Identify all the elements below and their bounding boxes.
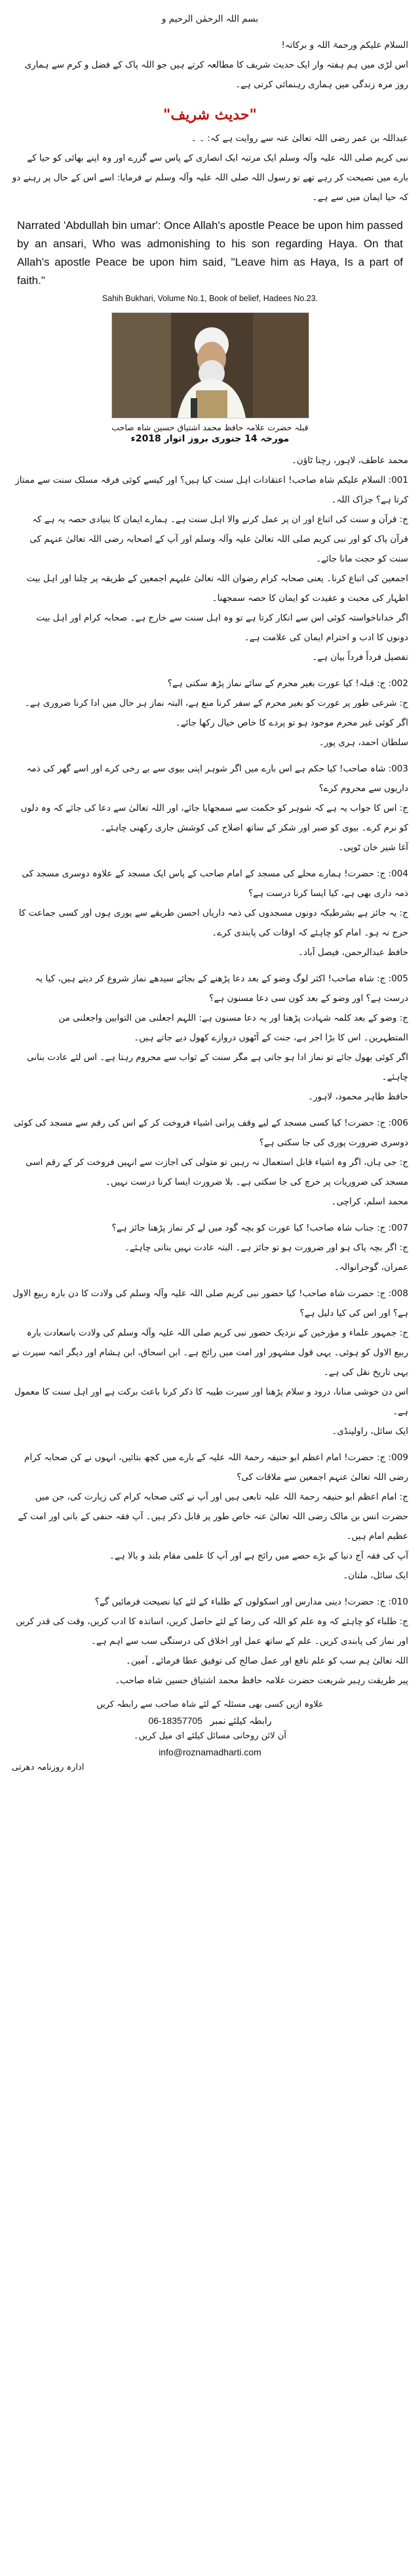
qa-section-2 <box>0 674 420 752</box>
qa-line: تفصیل فرداً فرداً بیان ہے۔ <box>312 652 408 663</box>
qa-section-3 <box>0 759 420 857</box>
qa-line: ج: جی ہاں، اگر وہ اشیاء قابل استعمال نہ رہیں تو متولی کی اجازت سے انہیں فروخت کر کے رقم اسی مسجد کی ضروریات پر خرچ کی جا سکتی ہے۔ بلا ضرورت ایسا کرنا درست نہیں۔ <box>26 1157 408 1187</box>
qa-line: 007: ج: جناب شاہ صاحب! کیا عورت کو بچہ گود میں لے کر نماز پڑھنا جائز ہے؟ <box>111 1223 408 1233</box>
qa-line: اگر کوئی بھول جائے تو نماز ادا ہو جاتی ہے مگر سنت کے ثواب سے محروم رہتا ہے۔ اس لئے عادت بنانی چاہئے۔ <box>27 1052 408 1082</box>
publisher-name: ادارہ روزنامہ دھرتی <box>12 1763 85 1772</box>
bismillah: بسم اللہ الرحمٰن الرحیم و <box>161 14 259 24</box>
qa-line: ج: شرعی طور پر عورت کو بغیر محرم کے سفر کرنا منع ہے، البتہ نماز ہر حال میں ادا کرنا ضروری ہے۔ اگر کوئی غیر محرم موجود ہو تو پردے کا خاص خیال رکھا جائے۔ <box>24 698 408 728</box>
speaker-portrait-image <box>112 313 309 418</box>
qa-line: آغا شیر خان ٹوپی۔ <box>338 842 408 853</box>
phone-number[interactable]: 06-18357705 <box>148 1715 202 1726</box>
qa-line: 005: ج: شاہ صاحب! اکثر لوگ وضو کے بعد دعا پڑھنے کے بجائے سیدھے نماز شروع کر دیتے ہیں، کیا یہ درست ہے؟ اور وضو کے بعد کون سی دعا مسنون ہے؟ <box>35 973 408 1004</box>
date-line: مورخہ 14 جنوری بروز اتوار 2018ء <box>130 434 290 444</box>
qa-section-5 <box>0 969 420 1107</box>
qa-line: اللہ تعالیٰ ہم سب کو علم نافع اور عمل صالح کی توفیق عطا فرمائے۔ آمین۔ <box>126 1656 408 1666</box>
hadith-english: Narrated 'Abdullah bin umar': Once Allah's apostle Peace be upon him passed by an ansari, Who was admonishing to his son regarding Haya. On that Allah's apostle Peace be upon him said, "Leave him as Haya, Is a part of faith." <box>17 219 403 287</box>
qa-line: 010: ج: حضرت! دینی مدارس اور اسکولوں کے طلباء کے لئے کیا نصیحت فرمائیں گے؟ <box>94 1597 408 1607</box>
qa-section-7 <box>0 1218 420 1277</box>
qa-line: ج: امام اعظم ابو حنیفہ رحمۃ اللہ علیہ تابعی ہیں اور آپ نے کئی صحابہ کرام کی زیارت کی، جن میں حضرت انس بن مالک رضی اللہ تعالیٰ عنہ خاص طور پر قابل ذکر ہیں۔ آپ فقہ حنفی کے بانی اور امت کے عظیم امام ہیں۔ <box>18 1492 408 1542</box>
hadith-urdu-line: نبی کریم صلی اللہ علیہ وآلہ وسلم ایک مرتبہ ایک انصاری کے پاس سے گزرے اور وہ اپنے بھائی کو حیا کے <box>27 153 408 163</box>
qa-line: محمد عاطف، لاہور، رچنا ٹاؤن۔ <box>292 455 408 466</box>
qa-line: عمران، گوجرانوالہ۔ <box>334 1262 408 1273</box>
qa-section-6 <box>0 1113 420 1212</box>
qa-line: ایک سائل، راولپنڈی۔ <box>332 1426 408 1437</box>
intro-paragraph: اس لڑی میں ہم ہفتہ وار ایک حدیث شریف کا مطالعہ کرتے ہیں جو اللہ پاک کے فضل و کرم سے ہماری روز مرہ زندگی میں ہماری رہنمائی کرتی ہے۔ <box>24 60 408 90</box>
qa-line: 006: ج: حضرت! کیا کسی مسجد کے لیے وقف پرانی اشیاء فروخت کر کے اس کی رقم سے مسجد کی کوئی دوسری ضرورت پوری کی جا سکتی ہے؟ <box>14 1118 408 1148</box>
qa-line: اگر خداناخواستہ کوئی اس سے انکار کرتا ہے تو وہ اہل سنت سے خارج ہے۔ صحابہ کرام اور اہل بیت دونوں کا ادب و احترام ایمان کی علامت ہے۔ <box>36 613 408 643</box>
email-link[interactable]: info@roznamadharti.com <box>159 1747 261 1757</box>
qa-line: سلطان احمد، ہری پور۔ <box>318 737 408 748</box>
qa-line: اس دن خوشی منانا، درود و سلام پڑھنا اور سیرت طیبہ کا ذکر کرنا باعث برکت ہے اور اہل سنت کا معمول ہے۔ <box>14 1387 408 1417</box>
qa-line: ایک سائل، ملتان۔ <box>343 1570 408 1581</box>
qa-line: ج: طلباء کو چاہئے کہ وہ علم کو اللہ کی رضا کے لئے حاصل کریں، اساتذہ کا ادب کریں، وقت کی قدر کریں اور نماز کی پابندی کریں۔ علم کے ساتھ عمل اور اخلاق کی درستگی سب سے اہم ہے۔ <box>16 1616 408 1646</box>
qa-line: 009: ج: حضرت! امام اعظم ابو حنیفہ رحمۃ اللہ علیہ کے بارے میں کچھ بتائیں، انہوں نے کن صحابہ کرام رضی اللہ تعالیٰ عنہم اجمعین سے ملاقات کی؟ <box>24 1452 408 1482</box>
qa-line: ج: جمہور علماء و مؤرخین کے نزدیک حضور نبی کریم صلی اللہ علیہ وآلہ وسلم کی ولادت باسعادت بارہ ربیع الاول کو ہوئی۔ یہی قول مشہور اور امت میں رائج ہے۔ ابن اسحاق، ابن ہشام اور دیگر ائمہ سیرت نے یہی تاریخ نقل کی ہے۔ <box>12 1328 408 1378</box>
qa-section-4 <box>0 864 420 962</box>
qa-line: ج: وضو کے بعد کلمہ شہادت پڑھنا اور یہ دعا مسنون ہے: اللہم اجعلنی من التوابین واجعلنی من المتطہرین۔ اس کا بڑا اجر ہے، جنت کے آٹھوں دروازے کھول دیے جاتے ہیں۔ <box>58 1013 408 1043</box>
qa-section-10 <box>0 1592 420 1690</box>
photo-caption: قبلہ حضرت علامہ حافظ محمد اشتیاق حسین شاہ صاحب <box>111 422 309 432</box>
hadith-urdu-line: بارے میں نصیحت کر رہے تھے تو رسول اللہ صلی اللہ علیہ وآلہ وسلم نے فرمایا: اسے اس کے حال پر رہنے دو <box>12 173 408 183</box>
qa-line: 003: شاہ صاحب! کیا حکم ہے اس بارے میں اگر شوہر اپنی بیوی سے بے رخی کرے اور اسے گھر کی ذمہ داریوں سے محروم کرے؟ <box>26 764 408 794</box>
contact-line <box>0 1713 420 1728</box>
hadith-urdu-line: عبداللہ بن عمر رضی اللہ تعالیٰ عنہ سے روایت ہے کہ: ۔ ۔ <box>191 133 408 144</box>
qa-line: ج: اگر بچہ پاک ہو اور ضرورت ہو تو جائز ہے۔ البتہ عادت نہیں بنانی چاہئے۔ <box>124 1242 408 1253</box>
qa-line: حافظ عبدالرحمن، فیصل آباد۔ <box>298 947 408 958</box>
email-intro: آن لائن روحانی مسائل کیلئے ای میل کریں۔ <box>134 1731 286 1741</box>
greeting: السلام علیکم ورحمۃ اللہ و برکاتہ! <box>281 40 408 51</box>
speaker-photo <box>111 312 309 419</box>
qa-line: ج: قرآن و سنت کی اتباع اور ان پر عمل کرنے والا اہل سنت ہے۔ ہمارے ایمان کا بنیادی حصہ یہ ہے کہ قرآن پاک کو اور نبی کریم صلی اللہ تعالیٰ علیہ وآلہ وسلم اور آپ کے اصحابہ رضی اللہ تعالیٰ عنہم کی سنت کو حجت مانا جائے۔ <box>29 514 408 564</box>
qa-line: محمد اسلم، کراچی۔ <box>331 1196 408 1207</box>
footer <box>0 1697 420 1776</box>
qa-line: 001: السلام علیکم شاہ صاحب! اعتقادات اہل سنت کیا ہیں؟ اور کیسے کوئی فرقہ مسلک سنت سے ممتاز کرتا ہے؟ جزاک اللہ۔ <box>15 475 408 505</box>
hadith-reference: Sahih Bukhari, Volume No.1, Book of belief, Hadees No.23. <box>102 294 318 303</box>
qa-line: حافظ طاہر محمود، لاہور۔ <box>308 1092 408 1102</box>
qa-section-9 <box>0 1448 420 1585</box>
qa-line: 002: ج: قبلہ! کیا عورت بغیر محرم کے سائے نماز پڑھ سکتی ہے؟ <box>167 678 408 689</box>
section-heading: "حدیث شریف" <box>163 106 257 123</box>
qa-line: 004: ج: حضرت! ہمارے محلے کی مسجد کے امام صاحب کے پاس ایک مسجد کے علاوہ دوسری مسجد کی ذمہ داری بھی ہے، کیا ایسا کرنا درست ہے؟ <box>22 869 408 899</box>
hadith-urdu-block <box>0 129 420 207</box>
qa-line: 008: ج: حضرت شاہ صاحب! کیا حضور نبی کریم صلی اللہ علیہ وآلہ وسلم کی ولادت کا دن بارہ ربیع الاول ہے؟ اور اس کی کیا دلیل ہے؟ <box>12 1288 408 1319</box>
contact-label: رابطہ کیلئے نمبر <box>210 1715 272 1726</box>
qa-section-8 <box>0 1284 420 1441</box>
qa-line: آپ کی فقہ آج دنیا کے بڑے حصے میں رائج ہے اور آپ کا علمی مقام بلند و بالا ہے۔ <box>109 1551 408 1561</box>
hadith-urdu-line: کہ حیا ایمان میں سے ہے۔ <box>312 192 408 203</box>
qa-line: ج: یہ جائز ہے بشرطیکہ دونوں مسجدوں کی ذمہ داریاں احسن طریقے سے پوری ہوں اور کسی جماعت کا حرج نہ ہو۔ امام کو چاہئے کہ اوقات کی پابندی کرے۔ <box>18 908 408 938</box>
qa-section-1 <box>0 451 420 667</box>
qa-line: اجمعین کی اتباع کرنا۔ یعنی صحابہ کرام رضوان اللہ تعالیٰ علیہم اجمعین کے طریقہ پر چلنا اور اہل بیت اطہار کی محبت و عقیدت کو ایمان کا حصہ سمجھنا۔ <box>26 573 408 603</box>
qa-line: پیر طریقت رہبر شریعت حضرت علامہ حافظ محمد اشتیاق حسین شاہ صاحب۔ <box>115 1675 408 1686</box>
document-page <box>0 9 420 2576</box>
qa-line: ج: اس کا جواب یہ ہے کہ شوہر کو حکمت سے سمجھایا جائے، اور اللہ تعالیٰ سے دعا کی جائے کہ وہ دلوں کو نرم کرے۔ بیوی کو صبر اور شکر کے ساتھ اصلاح کی کوشش جاری رکھنی چاہئے۔ <box>20 803 408 833</box>
footer-note: علاوہ ازیں کسی بھی مسئلہ کے لئے شاہ صاحب سے رابطہ کریں <box>96 1700 324 1709</box>
